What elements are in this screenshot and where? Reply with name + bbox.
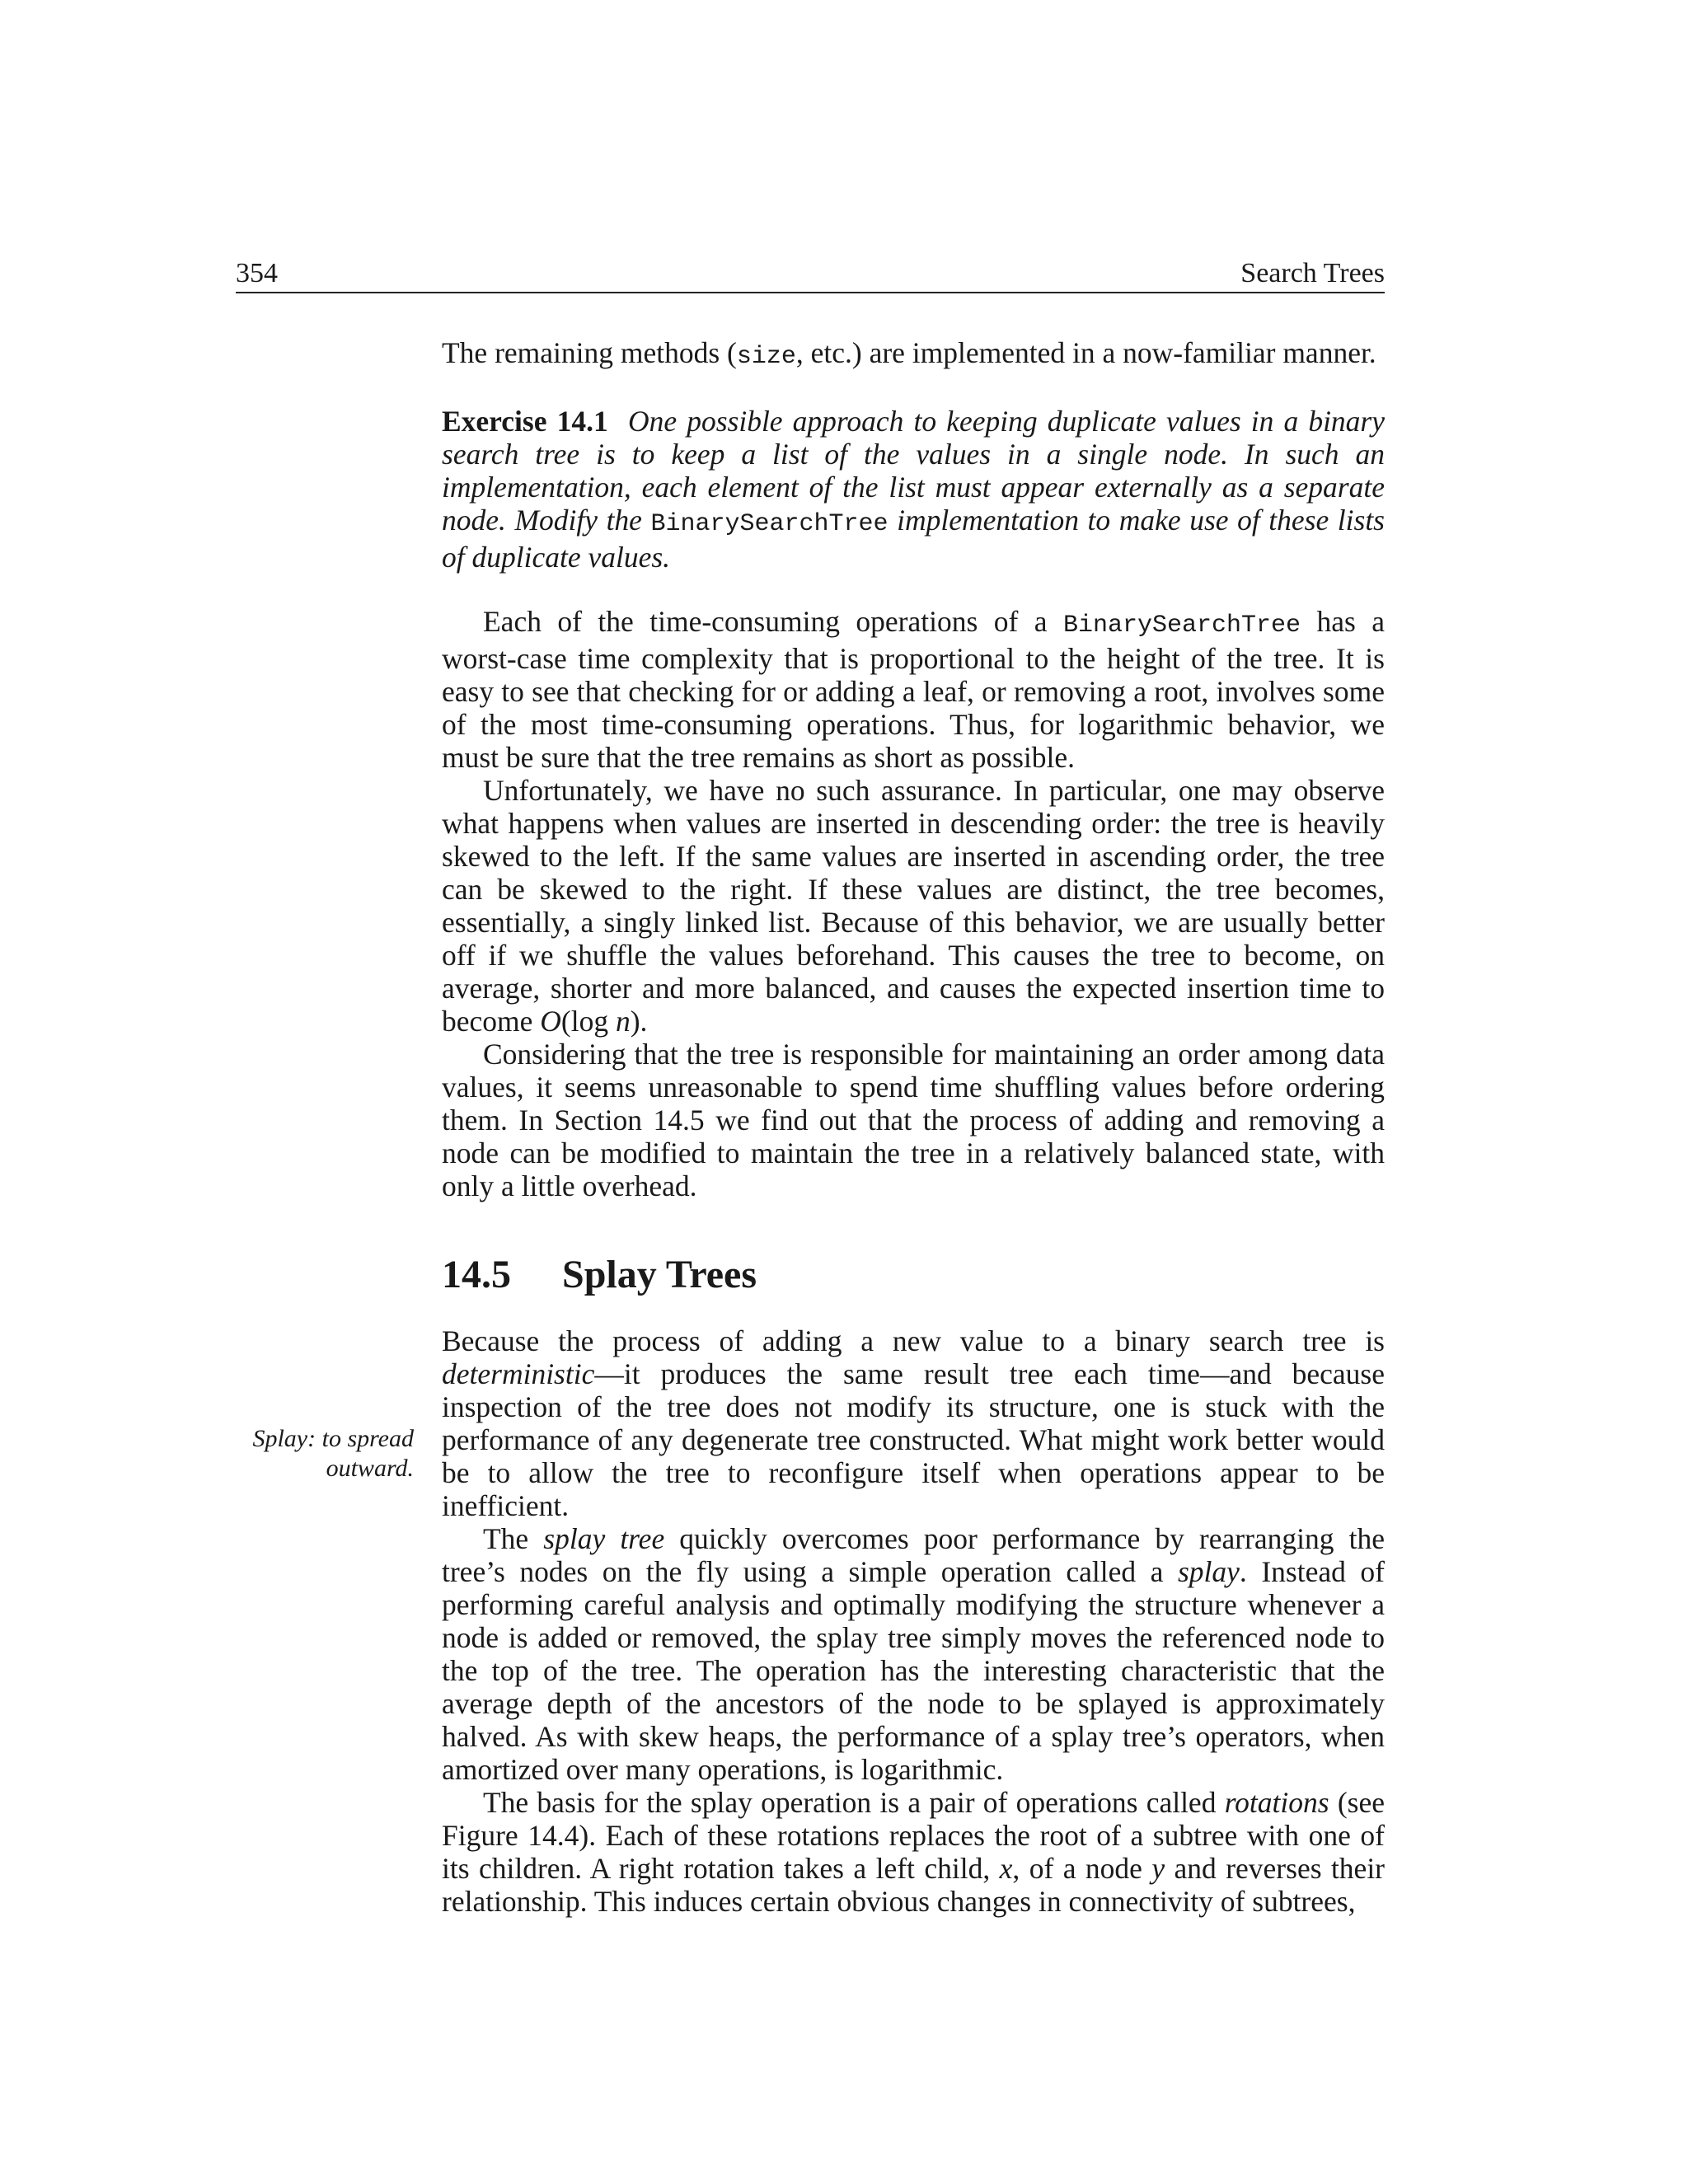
paragraph-assurance: Unfortunately, we have no such assurance. In particular, one may observe what happens when values are inserted in descending order: the tree is heavily skewed to the left. If the same values are inserted in ascending order, the tree can be skewed to the right. If these values are distinct, the tree becomes, essentially, a singly linked list. Because of this behavior, we are usually better off if we shuffle the values beforehand. This causes the tree to become, on average, shorter and more balanced, and causes the expected insertion time to become O(log n). bbox=[442, 774, 1385, 1038]
math-n: n bbox=[615, 1005, 631, 1038]
code-size: size bbox=[736, 343, 796, 371]
section-title: Splay Trees bbox=[562, 1253, 757, 1296]
body-text bbox=[442, 336, 1385, 1918]
paragraph-considering: Considering that the tree is responsible for maintaining an order among data values, it seems unreasonable to spend time shuffling values before ordering them. In Section 14.5 we find out that the process of adding and removing a node can be modified to maintain the tree in a relatively balanced state, with only a little overhead. bbox=[442, 1038, 1385, 1202]
section-heading bbox=[442, 1250, 1385, 1300]
paragraph-rotations: The basis for the splay operation is a pair of operations called rotations (see Figure 14.4). Each of these rotations replaces the root of a subtree with one of its children. A right rotation takes a left child, x, of a node y and reverses their relationship. This induces certain obvious changes in connectivity of subtrees, bbox=[442, 1786, 1386, 1918]
code-binarysearchtree: BinarySearchTree bbox=[1062, 612, 1301, 640]
code-binarysearchtree: BinarySearchTree bbox=[650, 510, 889, 538]
exercise-14-1: Exercise 14.1 One possible approach to keeping duplicate values in a binary search tree is to keep a list of the values in a single node. In such an implementation, each element of the list must appear externally as a separate node. Modify the BinarySearchTree implementation to make use of these lists of duplicate values. bbox=[442, 405, 1386, 574]
math-x: x bbox=[999, 1852, 1013, 1885]
page-number: 354 bbox=[236, 258, 278, 288]
running-title: Search Trees bbox=[1240, 258, 1385, 288]
margin-note bbox=[236, 1424, 414, 1483]
section-number: 14.5 bbox=[442, 1253, 511, 1296]
math-big-o: O bbox=[540, 1005, 561, 1038]
paragraph-splay-tree: The splay tree quickly overcomes poor performance by rearranging the tree’s nodes on the fly using a simple operation called a splay. Instead of performing careful analysis and optimally modifying the structure whenever a node is added or removed, the splay tree simply moves the referenced node to the top of the tree. The operation has the interesting characteristic that the average depth of the ancestors of the node to be splayed is approximately halved. As with skew heaps, the performance of a splay tree’s operators, when amortized over many operations, is logarithmic. bbox=[442, 1522, 1385, 1786]
running-header bbox=[236, 252, 1385, 293]
paragraph-complexity: Each of the time-consuming operations of a BinarySearchTree has a worst-case time complexity that is proportional to the height of the tree. It is easy to see that checking for or adding a leaf, or removing a root, involves some of the most time-consuming operations. Thus, for logarithmic behavior, we must be sure that the tree remains as short as possible. bbox=[442, 605, 1385, 774]
margin-note-line-2: outward. bbox=[326, 1455, 414, 1482]
exercise-label: Exercise 14.1 bbox=[442, 405, 608, 438]
intro-paragraph: The remaining methods (size, etc.) are implemented in a now-familiar manner. bbox=[442, 336, 1376, 371]
margin-note-line-1: Splay: to spread bbox=[252, 1425, 414, 1452]
paragraph-deterministic: Because the process of adding a new value to a binary search tree is deterministic—it produces the same result tree each time—and because inspection of the tree does not modify its structure, one is stuck with the performance of any degenerate tree constructed. What might work better would be to allow the tree to reconfigure itself when operations appear to be inefficient. bbox=[442, 1324, 1385, 1522]
math-y: y bbox=[1151, 1852, 1165, 1885]
